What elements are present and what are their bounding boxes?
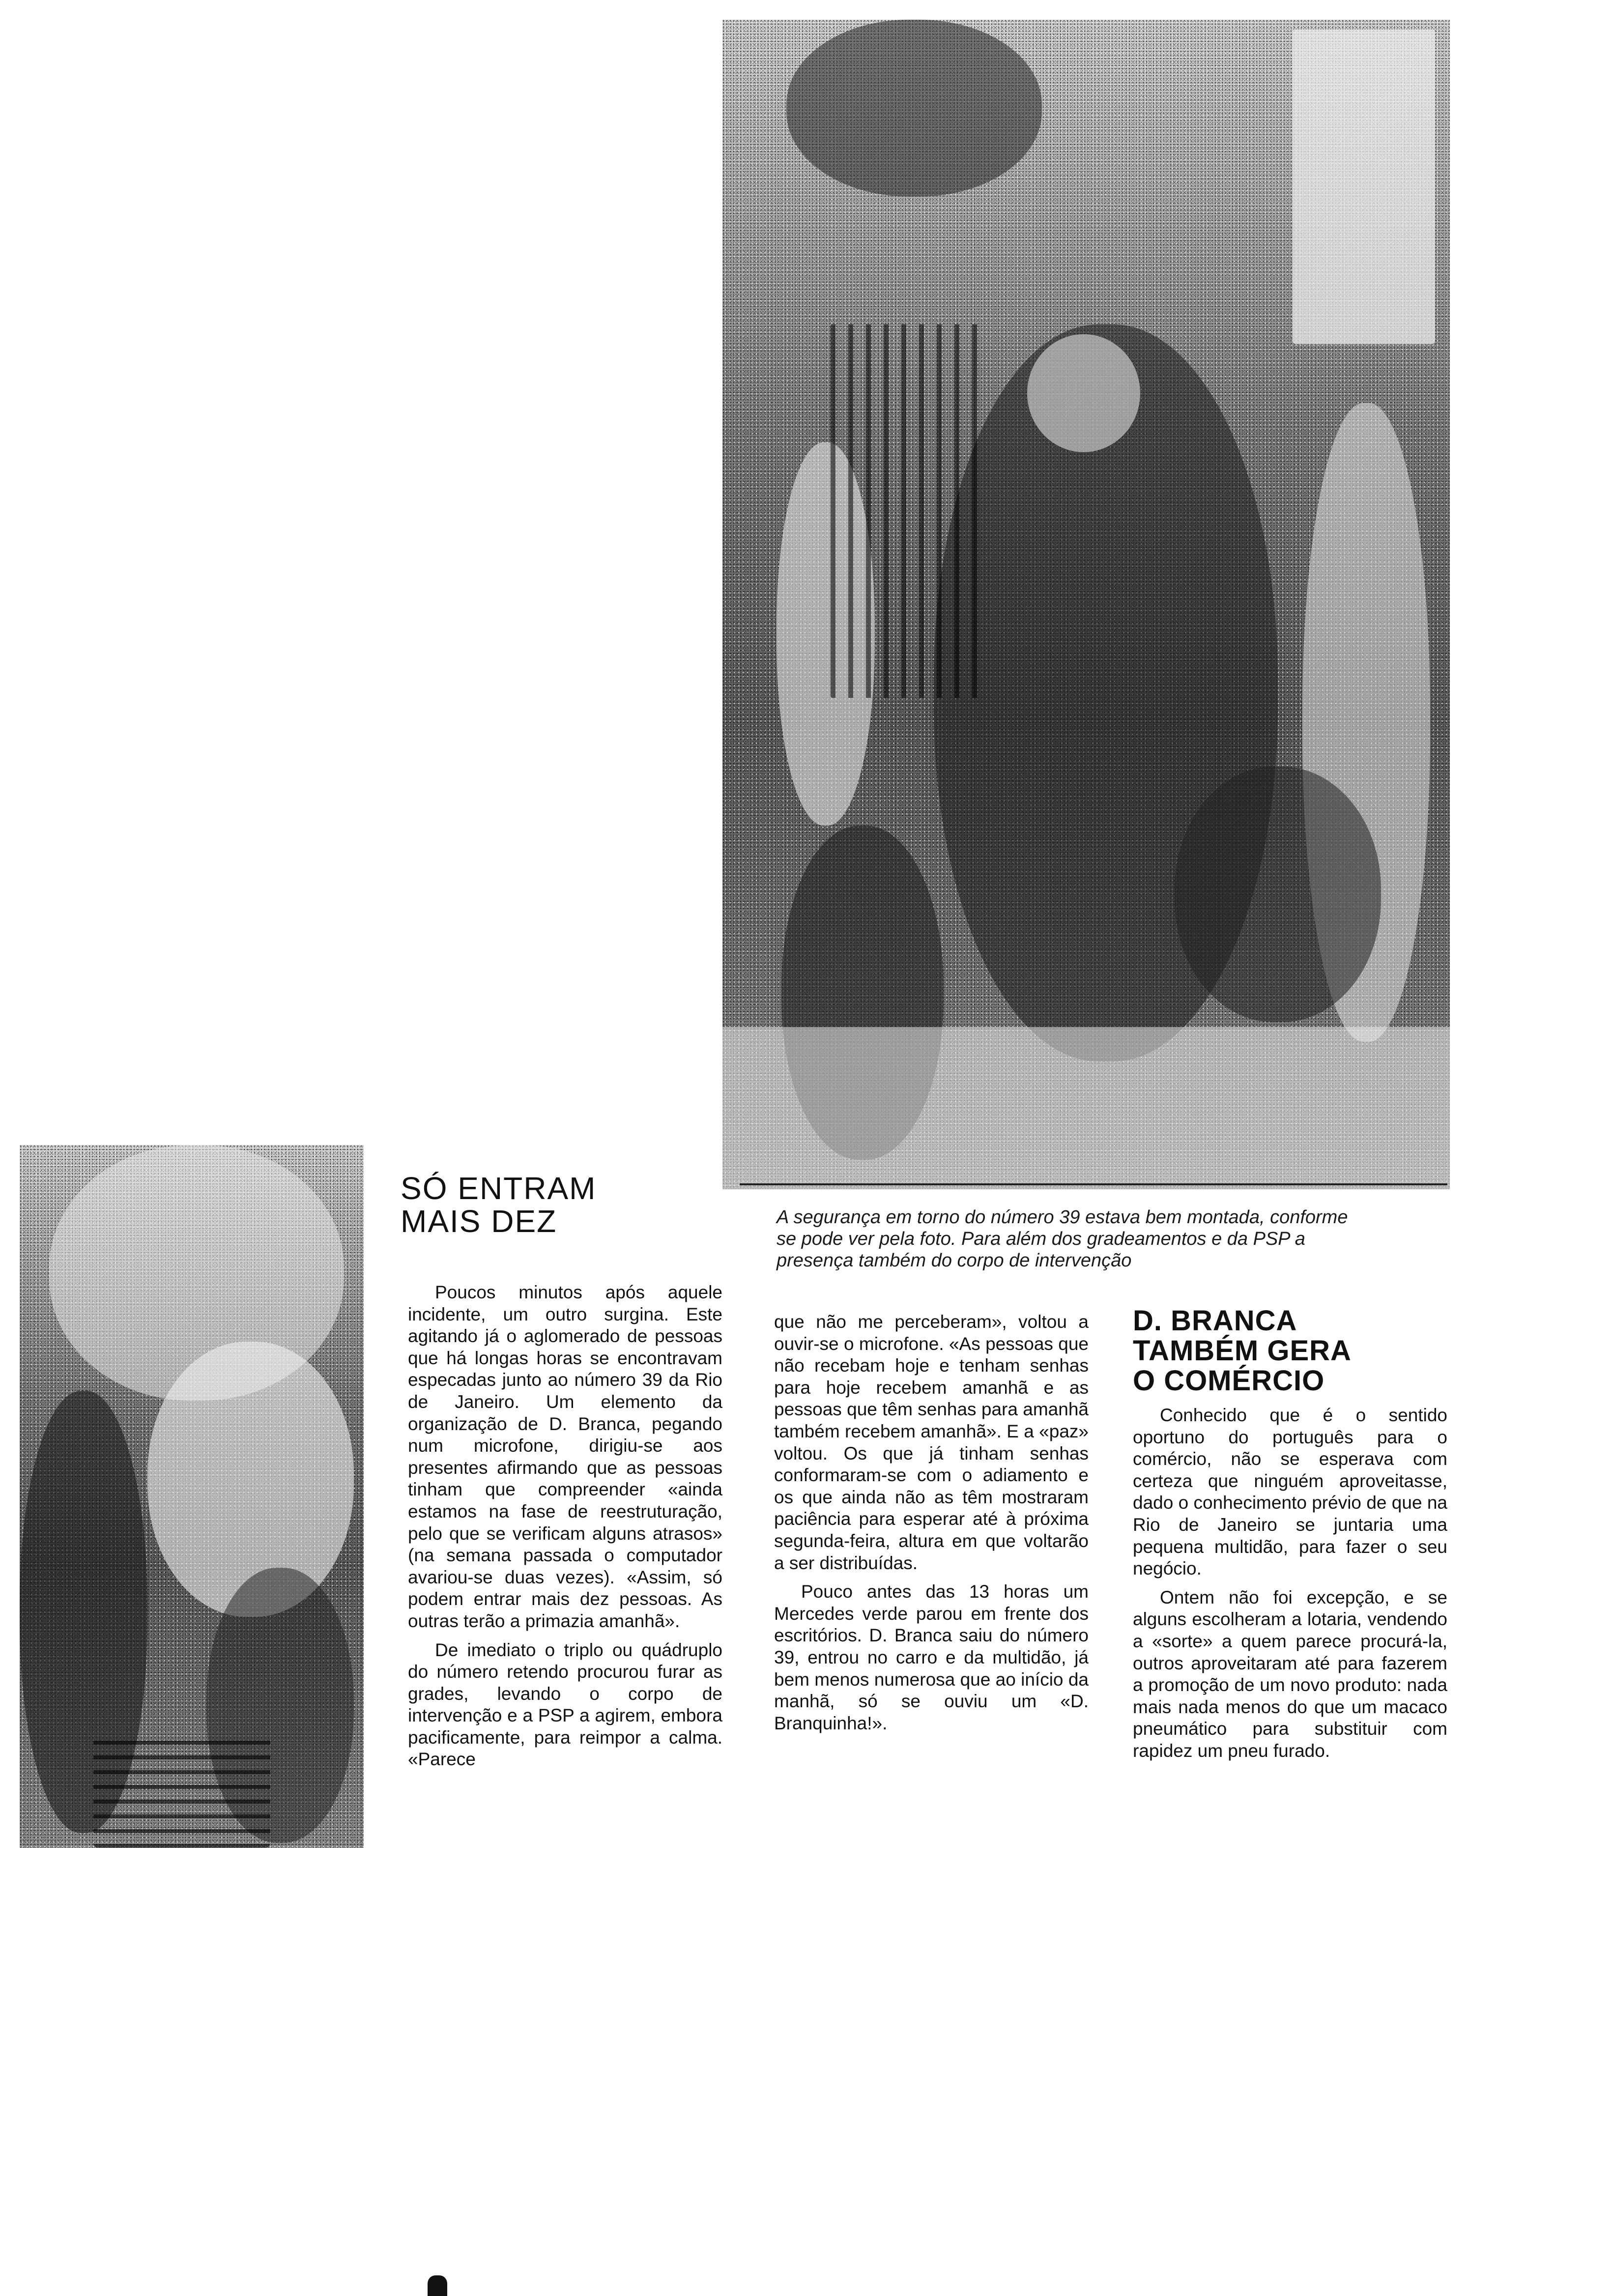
paragraph: De imediato o triplo ou quádruplo do número retendo procurou furar as grades, levando o corpo de intervenção e a PSP a agirem, embora pacificamente, para reimpor a calma. «Parece — [408, 1639, 722, 1770]
paragraph: Poucos minutos após aquele incidente, um outro surgina. Este agitando já o aglomerado de pessoas que há longas horas se encontravam especadas junto ao número 39 da Rio de Janeiro. Um elemento da organização de D. Branca, pegando num microfone, dirigiu-se aos presentes afirmando que as pessoas tinham que compreender «ainda estamos na fase de reestruturação, pelo que se verificam alguns atrasos» (na semana passada o computador avariou-se duas vezes). «Assim, só podem entrar mais dez pessoas. As outras terão a primazia amanhã». — [408, 1282, 722, 1631]
headline-so-entram — [401, 1172, 596, 1238]
headline-line: TAMBÉM GERA — [1133, 1334, 1352, 1367]
caption-line: presença também do corpo de intervenção — [777, 1250, 1132, 1271]
scan-mark — [428, 2275, 447, 2296]
main-photo — [722, 20, 1450, 1189]
article-column-3 — [1133, 1405, 1447, 1762]
caption-line: A segurança em torno do número 39 estava bem montada, conforme — [777, 1207, 1348, 1228]
headline-line: D. BRANCA — [1133, 1305, 1297, 1337]
photo-bottom-rule — [740, 1183, 1447, 1185]
article-column-1 — [408, 1282, 722, 1771]
paragraph: que não me perceberam», voltou a ouvir-se o microfone. «As pessoas que não recebam hoje e tenham senhas para hoje recebem amanhã e as pessoas que têm senhas para amanhã também recebem amanhã». E a «paz» voltou. Os que já tinham senhas conformaram-se com o adiamento e os que ainda não as têm mostraram paciência para esperar até à próxima segunda-feira, altura em que voltarão a ser distribuídas. — [774, 1312, 1089, 1573]
photo-caption — [777, 1206, 1450, 1271]
headline-line: SÓ ENTRAM — [401, 1171, 597, 1206]
headline-line: O COMÉRCIO — [1133, 1364, 1325, 1397]
paragraph: Ontem não foi excepção, e se alguns escolheram a lotaria, vendendo a «sorte» a quem parece procurá-la, outros aproveitaram até para fazerem a promoção de um novo produto: nada mais nada menos do que um macaco pneumático para substituir com rapidez um pneu furado. — [1133, 1587, 1447, 1761]
side-photo — [20, 1145, 364, 1848]
headline-line: MAIS DEZ — [401, 1204, 557, 1239]
paragraph: Conhecido que é o sentido oportuno do português para o comércio, não se esperava com certeza que ninguém aproveitasse, dado o conhecimento prévio de que na Rio de Janeiro se juntaria uma pequena multidão, para fazer o seu negócio. — [1133, 1405, 1447, 1579]
paragraph: Pouco antes das 13 horas um Mercedes verde parou em frente dos escritórios. D. Branca saiu do número 39, entrou no carro e da multidão, já bem menos numerosa que ao início da manhã, só se ouviu um «D. Branquinha!». — [774, 1581, 1089, 1733]
article-column-2 — [774, 1311, 1089, 1734]
caption-line: se pode ver pela foto. Para além dos gradeamentos e da PSP a — [777, 1229, 1305, 1249]
headline-d-branca — [1133, 1306, 1352, 1396]
